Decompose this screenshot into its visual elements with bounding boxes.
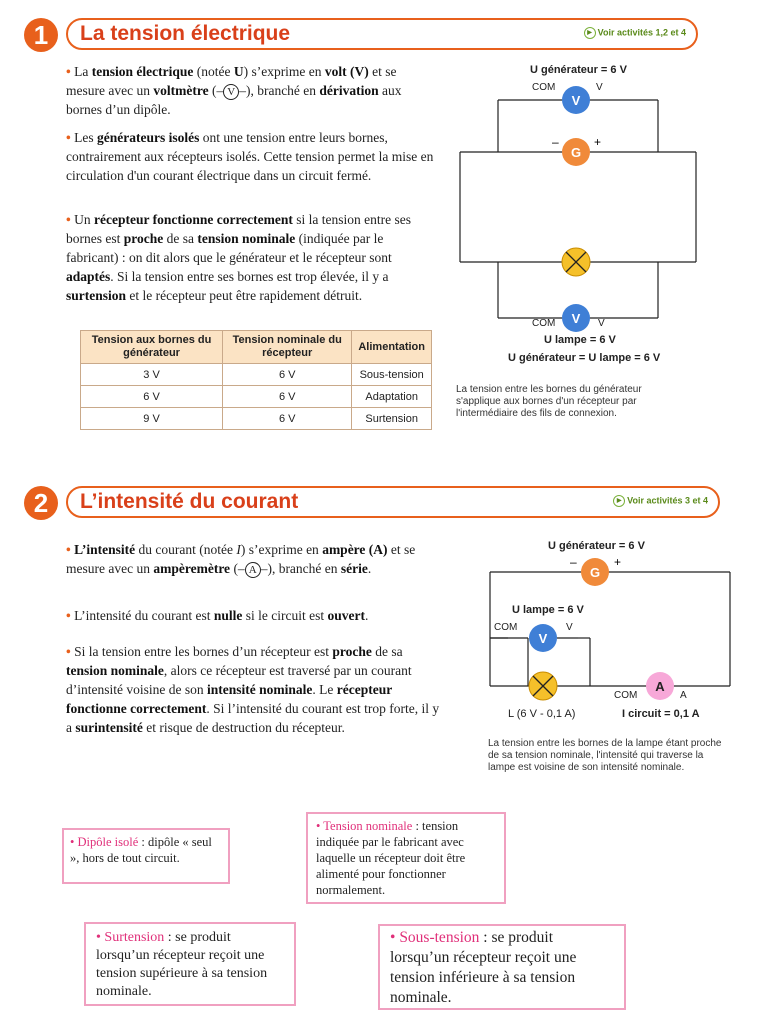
u-generateur-label: U générateur = 6 V [548, 540, 645, 552]
table-cell: Surtension [352, 408, 432, 430]
u-lampe-label: U lampe = 6 V [512, 604, 584, 616]
voltage-table [80, 330, 432, 430]
table-header: Tension nominale du récepteur [223, 331, 352, 364]
table-header: Tension aux bornes du générateur [81, 331, 223, 364]
table-cell: Adaptation [352, 386, 432, 408]
com-label: COM [532, 318, 556, 329]
plus-sign: + [614, 555, 622, 569]
plus-sign: + [594, 135, 602, 149]
diagram-caption-1: La tension entre les bornes du générateur s'applique aux bornes d'un récepteur par l'intermédiaire des fils de connexion. [456, 384, 642, 419]
section-title-2: L’intensité du courant [80, 490, 299, 513]
definition-sous-tension: • Sous-tension : se produit lorsqu’un récepteur reçoit une tension inférieure à sa tension nominale. [378, 924, 626, 1010]
see-activities-link-2[interactable]: ▶ Voir activités 3 et 4 [613, 495, 708, 507]
play-icon: ▶ [584, 27, 596, 39]
meter-letter: V [571, 93, 581, 108]
table-cell: 9 V [81, 408, 223, 430]
s2-paragraph-nominal: • Si la tension entre les bornes d’un récepteur est proche de sa tension nominale, alors ce récepteur est traversé par un courant d’intensité voisine de son intensité nominale. Le récepteur fonctionne correctement. Si l’intensité du courant est trop forte, il y a surintensité et risque de destruction du récepteur. [66, 644, 440, 735]
v-terminal-label: V [566, 622, 573, 633]
table-header-row [81, 331, 432, 364]
a-terminal-label: A [680, 690, 687, 701]
section-title-box-1 [66, 18, 698, 50]
minus-sign: – [570, 555, 577, 569]
s1-paragraph-voltage: • La tension électrique (notée U) s’exprime en volt (V) et se mesure avec un voltmètre (– V –), branché en dérivation aux bornes d’un dipôle. [66, 64, 402, 117]
definition-tension-nominale: • Tension nominale : tension indiquée par le fabricant avec laquelle un récepteur doit être alimenté pour fonctionner normalement. [306, 812, 506, 904]
s1-paragraph-generators: • Les générateurs isolés ont une tension entre leurs bornes, contrairement aux récepteurs isolés. Cette tension permet la mise en circulation d'un courant électrique dans un circuit fermé. [66, 130, 434, 183]
com-label: COM [494, 622, 518, 633]
ammeter-symbol-icon: A [245, 562, 261, 578]
definition-surtension: • Surtension : se produit lorsqu’un récepteur reçoit une tension supérieure à sa tension nominale. [84, 922, 296, 1006]
section-title-1: La tension électrique [80, 22, 291, 45]
section-number-1: 1 [24, 18, 58, 52]
meter-letter: V [571, 311, 581, 326]
voltmeter-symbol-icon: V [223, 84, 239, 100]
meter-letter: V [538, 631, 548, 646]
meter-letter: A [655, 679, 665, 694]
minus-sign: – [552, 135, 559, 149]
u-generateur-label: U générateur = 6 V [530, 64, 627, 76]
table-row [81, 386, 432, 408]
lamp-icon [529, 672, 557, 700]
com-label: COM [614, 690, 638, 701]
i-circuit-label: I circuit = 0,1 A [622, 708, 700, 720]
s2-paragraph-null: • L’intensité du courant est nulle si le circuit est ouvert. [66, 608, 369, 623]
table-header: Alimentation [352, 331, 432, 364]
see-activities-link-1[interactable]: ▶ Voir activités 1,2 et 4 [584, 27, 686, 39]
table-cell: 6 V [223, 386, 352, 408]
generator-letter: G [589, 565, 601, 580]
v-terminal-label: V [596, 82, 603, 93]
table-cell: 3 V [81, 364, 223, 386]
u-lampe-label: U lampe = 6 V [544, 334, 616, 346]
table-cell: 6 V [223, 364, 352, 386]
table-cell: Sous-tension [352, 364, 432, 386]
table-cell: 6 V [81, 386, 223, 408]
table-cell: 6 V [223, 408, 352, 430]
play-icon: ▶ [613, 495, 625, 507]
circuit-diagram-1 [450, 60, 750, 440]
generator-letter: G [570, 145, 582, 160]
circuit-diagram-2 [480, 540, 740, 720]
lamp-icon [562, 248, 590, 276]
s2-paragraph-intensity: • L’intensité du courant (notée I) s’exprime en ampère (A) et se mesure avec un ampèremètre (– A –), branché en série. [66, 542, 416, 576]
s1-paragraph-receptor: • Un récepteur fonctionne correctement si la tension entre ses bornes est proche de sa tension nominale (indiquée par le fabricant) : on dit alors que le générateur et le récepteur sont adaptés. Si la tension entre ses bornes est trop élevée, il y a surtension et le récepteur peut être rapidement détruit. [66, 212, 412, 303]
voltage-equality-label: U générateur = U lampe = 6 V [508, 352, 661, 364]
v-terminal-label: V [598, 318, 605, 329]
lamp-label: L (6 V - 0,1 A) [508, 708, 576, 720]
section-number-2: 2 [24, 486, 58, 520]
table-row [81, 364, 432, 386]
table-row [81, 408, 432, 430]
definition-dipole-isole: • Dipôle isolé : dipôle « seul », hors de tout circuit. [62, 828, 230, 884]
com-label: COM [532, 82, 556, 93]
diagram-caption-2: La tension entre les bornes de la lampe étant proche de sa tension nominale, l'intensité qui traverse la lampe est voisine de son intensité nominale. [488, 738, 722, 773]
section-title-box-2 [66, 486, 720, 518]
